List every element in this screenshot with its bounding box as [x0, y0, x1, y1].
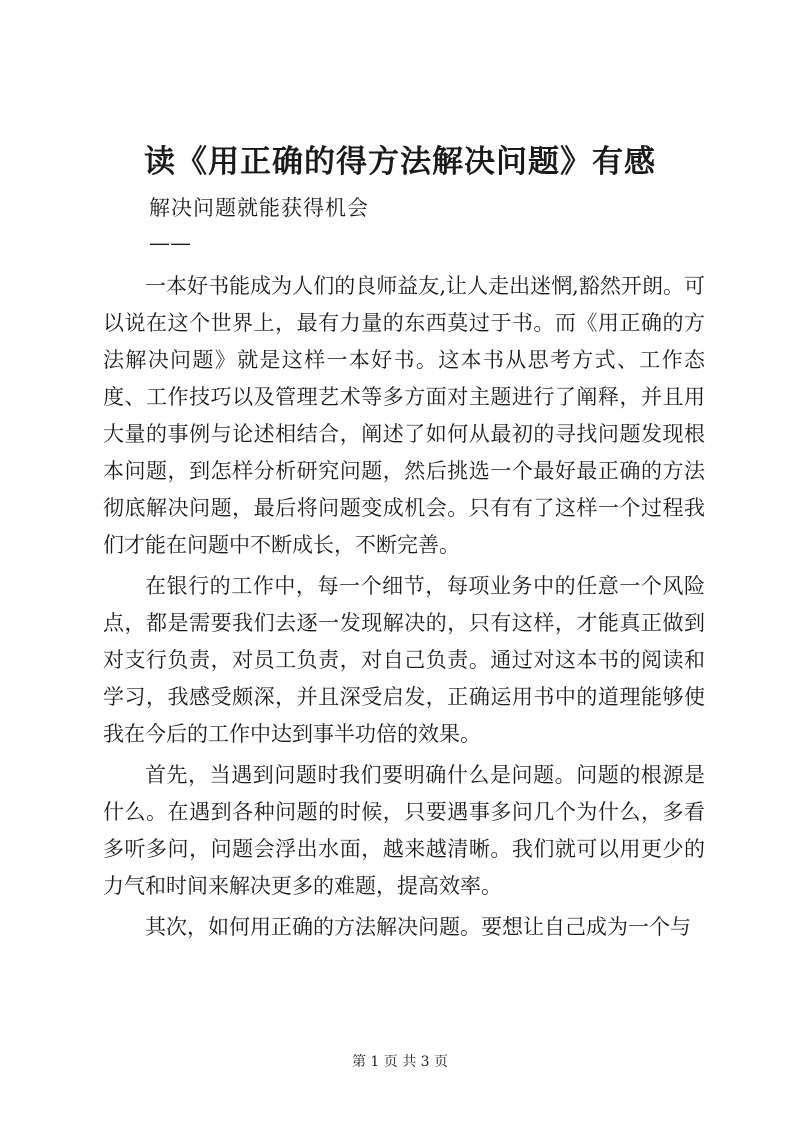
paragraph-2: 在银行的工作中，每一个细节，每项业务中的任意一个风险点，都是需要我们去逐一发现解决的，只有这样，才能真正做到对支行负责，对员工负责，对自己负责。通过对这本书的阅读和学习，我感受颇深，并且深受启发，正确运用书中的道理能够使我在今后的工作中达到事半功倍的效果。 — [103, 574, 705, 746]
subtitle-dash: —— — [149, 231, 191, 255]
document-subtitle: 解决问题就能获得机会 — [149, 196, 369, 220]
paragraph-4: 其次，如何用正确的方法解决问题。要想让自己成为一个与 — [145, 915, 691, 939]
page-footer: 第 1 页 共 3 页 — [351, 1054, 449, 1070]
document-body — [103, 268, 705, 950]
paragraph-1: 一本好书能成为人们的良师益友,让人走出迷惘,豁然开朗。可以说在这个世界上，最有力量的东西莫过于书。而《用正确的方法解决问题》就是这样一本好书。这本书从思考方式、工作态度、工作技巧以及管理艺术等多方面对主题进行了阐释，并且用大量的事例与论述相结合，阐述了如何从最初的寻找问题发现根本问题，到怎样分析研究问题，然后挑选一个最好最正确的方法彻底解决问题，最后将问题变成机会。只有有了这样一个过程我们才能在问题中不断成长，不断完善。 — [103, 274, 705, 557]
paragraph-3: 首先，当遇到问题时我们要明确什么是问题。问题的根源是什么。在遇到各种问题的时候，只要遇事多问几个为什么，多看多听多问，问题会浮出水面，越来越清晰。我们就可以用更少的力气和时间来解决更多的难题，提高效率。 — [103, 763, 705, 898]
document-title: 读《用正确的得方法解决问题》有感 — [144, 144, 656, 180]
